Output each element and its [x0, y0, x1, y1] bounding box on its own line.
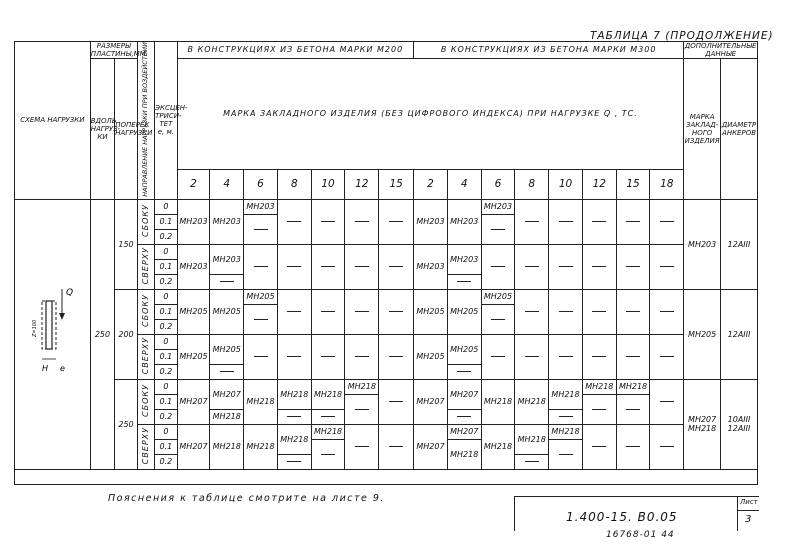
ecc-value: 0: [155, 244, 178, 259]
cell: МН218: [447, 439, 481, 469]
cell: МН218: [210, 409, 244, 424]
direction-side: СБОКУ: [137, 289, 154, 334]
dash-cell: [379, 424, 414, 469]
dash-cell: [616, 289, 650, 334]
add-brand: МН207 МН218: [684, 379, 721, 469]
dash-cell: [650, 424, 684, 469]
across-value: 200: [115, 289, 138, 379]
cell: МН203: [447, 199, 481, 244]
load-header: 4: [210, 169, 244, 199]
dash-cell: [277, 244, 311, 289]
dash-cell: [379, 289, 414, 334]
dash-cell: [582, 394, 616, 424]
ecc-value: 0: [155, 424, 178, 439]
ecc-value: 0.1: [155, 304, 178, 319]
dash-cell: [210, 364, 244, 379]
dash-cell: [549, 289, 583, 334]
dash-cell: [311, 199, 345, 244]
dash-cell: [244, 304, 278, 334]
ecc-value: 0.2: [155, 229, 178, 244]
cell: МН205: [447, 334, 481, 364]
cell: МН203: [447, 244, 481, 274]
dash-cell: [515, 199, 549, 244]
dash-cell: [515, 244, 549, 289]
load-header: 15: [379, 169, 414, 199]
dash-cell: [447, 364, 481, 379]
cell: МН218: [244, 379, 278, 424]
direction-top: СВЕРХУ: [137, 244, 154, 289]
additional-header: ДОПОЛНИТЕЛЬНЫЕ ДАННЫЕ: [684, 42, 757, 58]
cell: МН203: [210, 244, 244, 274]
cell: МН205: [414, 289, 448, 334]
along-header: ВДОЛЬ НАГРУЗ-КИ: [90, 59, 115, 200]
cell: МН203: [414, 199, 448, 244]
direction-header: НАПРАВЛЕНИЕ НАГРУЗКИ ПРИ ВОЗДЕЙСТВИИ: [137, 42, 154, 200]
dash-cell: [515, 289, 549, 334]
across-header: ПОПЕРЕК НАГРУЗКИ: [115, 59, 138, 200]
inventory-number: 16768-01 44: [606, 530, 675, 540]
dash-cell: [481, 334, 515, 379]
dash-cell: [244, 334, 278, 379]
cell: МН218: [481, 424, 515, 469]
cell: МН218: [515, 379, 549, 424]
load-header: 15: [616, 169, 650, 199]
load-header: 18: [650, 169, 684, 199]
cell: МН207: [447, 424, 481, 439]
dash-cell: [616, 244, 650, 289]
dash-cell: [277, 289, 311, 334]
load-schema-drawing: [22, 279, 82, 389]
cell: МН218: [311, 424, 345, 439]
schema-header: СХЕМА НАГРУЗКИ: [15, 42, 91, 200]
page-title: ТАБЛИЦА 7 (ПРОДОЛЖЕНИЕ): [590, 30, 774, 42]
dash-cell: [379, 199, 414, 244]
cell: МН207: [447, 379, 481, 409]
cell: МН218: [311, 379, 345, 409]
along-value: 250: [90, 199, 115, 469]
load-header: 10: [549, 169, 583, 199]
ecc-value: 0.1: [155, 214, 178, 229]
cell: МН218: [616, 379, 650, 394]
sheet-number: 3: [745, 514, 752, 525]
load-header: 12: [582, 169, 616, 199]
dash-cell: [650, 334, 684, 379]
cell: МН218: [549, 424, 583, 439]
dash-cell: [311, 409, 345, 424]
across-value: 150: [115, 199, 138, 289]
h-label: H: [42, 364, 49, 374]
cell: МН218: [277, 379, 311, 409]
dash-cell: [244, 244, 278, 289]
dash-cell: [650, 244, 684, 289]
dash-cell: [616, 199, 650, 244]
dash-cell: [616, 334, 650, 379]
dash-cell: [481, 304, 515, 334]
ecc-value: 0.2: [155, 454, 178, 469]
direction-side: СБОКУ: [137, 199, 154, 244]
cell: МН218: [549, 379, 583, 409]
ecc-value: 0.2: [155, 409, 178, 424]
dash-cell: [345, 394, 379, 424]
dash-cell: [549, 244, 583, 289]
dash-cell: [447, 274, 481, 289]
direction-top: СВЕРХУ: [137, 334, 154, 379]
load-header: 2: [177, 169, 210, 199]
ecc-value: 0: [155, 289, 178, 304]
ecc-value: 0.2: [155, 364, 178, 379]
dash-cell: [549, 409, 583, 424]
dash-cell: [244, 214, 278, 244]
brand-caption: МАРКА ЗАКЛАДНОГО ИЗДЕЛИЯ (БЕЗ ЦИФРОВОГО ИНДЕКСА) ПРИ НАГРУЗКЕ Q , ТС.: [177, 59, 684, 170]
document-code: 1.400-15. В0.05: [566, 510, 678, 524]
add-anchor: 12АIII: [721, 199, 758, 289]
load-header: 6: [481, 169, 515, 199]
cell: МН203: [414, 244, 448, 289]
cell: МН218: [345, 379, 379, 394]
cell: МН207: [177, 379, 210, 424]
cell: МН203: [481, 199, 515, 214]
load-header: 4: [447, 169, 481, 199]
dash-cell: [379, 379, 414, 424]
add-brand: МН203: [684, 199, 721, 289]
dash-cell: [616, 424, 650, 469]
cell: МН207: [414, 379, 448, 424]
concrete-200-header: В КОНСТРУКЦИЯХ ИЗ БЕТОНА МАРКИ М200: [177, 42, 413, 59]
ecc-value: 0: [155, 199, 178, 214]
cell: МН203: [244, 199, 278, 214]
dash-cell: [481, 214, 515, 244]
add-anchor: 12АIII: [721, 289, 758, 379]
cell: МН218: [210, 424, 244, 469]
dash-cell: [379, 334, 414, 379]
dash-cell: [582, 424, 616, 469]
dash-cell: [277, 454, 311, 469]
dash-cell: [345, 334, 379, 379]
dash-cell: [650, 199, 684, 244]
direction-side: СБОКУ: [137, 379, 154, 424]
dash-cell: [549, 199, 583, 244]
dash-cell: [379, 244, 414, 289]
dash-cell: [311, 289, 345, 334]
dash-cell: [481, 244, 515, 289]
dash-cell: [616, 394, 650, 424]
cell: МН205: [177, 289, 210, 334]
anchor-diameter-header: ДИАМЕТР АНКЕРОВ: [721, 59, 758, 200]
cell: МН218: [515, 424, 549, 454]
cell: МН205: [244, 289, 278, 304]
cell: МН205: [414, 334, 448, 379]
dash-cell: [210, 274, 244, 289]
sheet-divider: [737, 510, 759, 511]
cell: МН207: [177, 424, 210, 469]
cell: МН205: [481, 289, 515, 304]
add-brand: МН205: [684, 289, 721, 379]
dash-cell: [582, 244, 616, 289]
cell: МН203: [177, 199, 210, 244]
dash-cell: [345, 289, 379, 334]
direction-top: СВЕРХУ: [137, 424, 154, 469]
dash-cell: [582, 289, 616, 334]
dash-cell: [515, 334, 549, 379]
load-header: 10: [311, 169, 345, 199]
cell: МН203: [177, 244, 210, 289]
concrete-300-header: В КОНСТРУКЦИЯХ ИЗ БЕТОНА МАРКИ М300: [414, 42, 684, 59]
dim-label: Z=100: [32, 320, 39, 338]
dash-cell: [311, 439, 345, 469]
cell: МН205: [210, 289, 244, 334]
dash-cell: [345, 199, 379, 244]
ecc-value: 0.1: [155, 439, 178, 454]
load-header: 12: [345, 169, 379, 199]
dash-cell: [345, 424, 379, 469]
plate-sizes-header: РАЗМЕРЫ ПЛАСТИНЫ,ММ: [90, 42, 146, 58]
dash-cell: [650, 289, 684, 334]
cell: МН205: [177, 334, 210, 379]
cell: МН218: [244, 424, 278, 469]
load-arrowhead: [59, 313, 65, 320]
load-header: 8: [277, 169, 311, 199]
e-label: e: [60, 364, 66, 374]
load-header: 6: [244, 169, 278, 199]
table-note: Пояснения к таблице смотрите на листе 9.: [108, 493, 385, 504]
ecc-value: 0: [155, 334, 178, 349]
ecc-value: 0.2: [155, 319, 178, 334]
empty-area: [15, 469, 758, 484]
dash-cell: [582, 334, 616, 379]
ecc-value: 0.1: [155, 349, 178, 364]
ecc-value: 0.1: [155, 259, 178, 274]
dash-cell: [447, 409, 481, 424]
across-value: 250: [115, 379, 138, 469]
plate-body: [46, 301, 52, 349]
dash-cell: [277, 409, 311, 424]
add-anchor: 10АIII 12АIII: [721, 379, 758, 469]
dash-cell: [549, 334, 583, 379]
dash-cell: [582, 199, 616, 244]
dash-cell: [311, 334, 345, 379]
dash-cell: [650, 379, 684, 424]
dash-cell: [345, 244, 379, 289]
dash-cell: [311, 244, 345, 289]
load-header: 8: [515, 169, 549, 199]
cell: МН205: [447, 289, 481, 334]
cell: МН218: [481, 379, 515, 424]
dash-cell: [277, 334, 311, 379]
dash-cell: [515, 454, 549, 469]
ecc-value: 0.2: [155, 274, 178, 289]
ecc-value: 0.1: [155, 394, 178, 409]
cell: МН207: [210, 379, 244, 409]
eccentricity-header: ЭКСЦЕН-ТРИСИ-ТЕТ е, м.: [155, 42, 178, 200]
ecc-value: 0: [155, 379, 178, 394]
load-schema: [15, 199, 91, 469]
load-header: 2: [414, 169, 448, 199]
dash-cell: [549, 439, 583, 469]
dash-cell: [277, 199, 311, 244]
brand-item-header: МАРКА ЗАКЛАД-НОГО ИЗДЕЛИЯ: [684, 59, 721, 200]
cell: МН218: [582, 379, 616, 394]
cell: МН218: [277, 424, 311, 454]
data-table: [14, 41, 758, 485]
cell: МН205: [210, 334, 244, 364]
cell: МН207: [414, 424, 448, 469]
q-label: Q: [66, 288, 74, 299]
sheet-label: Лист: [740, 498, 758, 506]
cell: МН203: [210, 199, 244, 244]
